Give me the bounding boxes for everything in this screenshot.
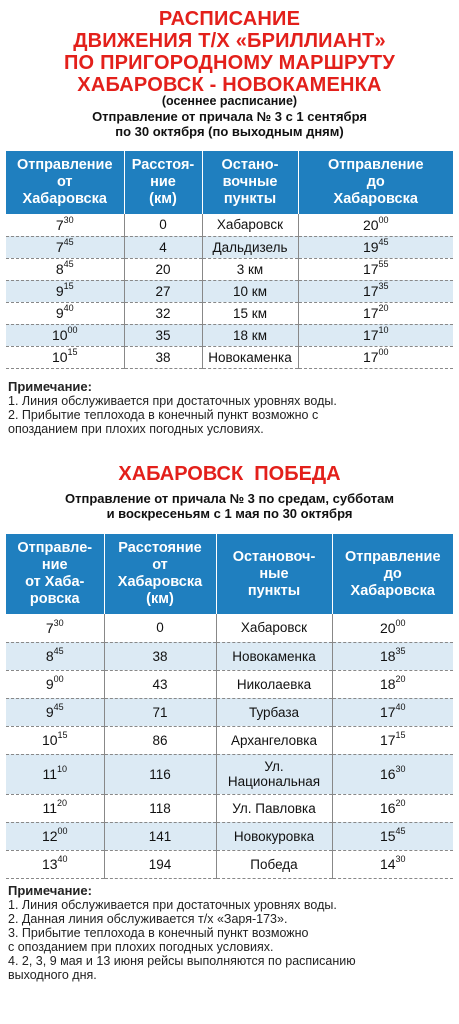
time-value: $9^{40}$ <box>55 303 74 321</box>
stop-cell: Новокаменка <box>202 346 298 368</box>
departure-time-cell <box>6 850 104 878</box>
section1-subtitle-3: по 30 октября (по выходным дням) <box>115 124 344 139</box>
departure-time-cell <box>6 822 104 850</box>
table-row <box>6 236 453 258</box>
distance-cell: 35 <box>124 324 202 346</box>
section1-subtitle-2: Отправление от причала № 3 с 1 сентября <box>92 109 367 124</box>
departure-time-cell <box>6 324 124 346</box>
time-value: $17^{20}$ <box>362 303 389 321</box>
section1-note-3: опозданием при плохих погодных условиях. <box>8 422 264 436</box>
distance-cell: 71 <box>104 698 216 726</box>
time-value: $9^{15}$ <box>55 281 74 299</box>
time-value: $13^{40}$ <box>41 854 68 872</box>
main-title <box>0 8 459 96</box>
return-time-cell <box>298 258 453 280</box>
time-value: $17^{15}$ <box>379 730 406 748</box>
table-row <box>6 822 453 850</box>
table-row <box>6 280 453 302</box>
stop-cell: Победа <box>216 850 332 878</box>
time-value: $17^{10}$ <box>362 325 389 343</box>
departure-time-cell <box>6 614 104 642</box>
table2-header-distance: Расстояние от Хабаровска (км) <box>104 534 216 614</box>
time-value: $11^{10}$ <box>42 764 68 782</box>
table-row <box>6 614 453 642</box>
time-value: $16^{20}$ <box>379 798 406 816</box>
section1-note-1: 1. Линия обслуживается при достаточных уровнях воды. <box>8 394 337 408</box>
departure-time-cell <box>6 794 104 822</box>
stop-cell: Турбаза <box>216 698 332 726</box>
time-value: $17^{40}$ <box>379 702 406 720</box>
distance-cell: 27 <box>124 280 202 302</box>
section1-note-head: Примечание: <box>8 379 92 394</box>
section2-note-5: 4. 2, 3, 9 мая и 13 июня рейсы выполняются по расписанию <box>8 954 356 968</box>
table-row <box>6 302 453 324</box>
stop-cell: Николаевка <box>216 670 332 698</box>
time-value: $14^{30}$ <box>379 854 406 872</box>
distance-cell: 20 <box>124 258 202 280</box>
table2-header-row <box>6 534 453 614</box>
stop-cell: Ул. Павловка <box>216 794 332 822</box>
return-time-cell <box>332 614 453 642</box>
return-time-cell <box>298 214 453 236</box>
table1-header-return: Отправление до Хабаровска <box>298 151 453 214</box>
return-time-cell <box>332 754 453 794</box>
table1-header-stops: Остано- вочные пункты <box>202 151 298 214</box>
return-time-cell <box>298 324 453 346</box>
stop-cell: Ул. Национальная <box>216 754 332 794</box>
departure-time-cell <box>6 346 124 368</box>
stop-cell: Дальдизель <box>202 236 298 258</box>
section2-note-3: 3. Прибытие теплохода в конечный пункт возможно <box>8 926 309 940</box>
section2-note-head: Примечание: <box>8 883 92 898</box>
title-line-1: РАСПИСАНИЕ <box>158 8 301 30</box>
table-row <box>6 670 453 698</box>
title-line-3: ПО ПРИГОРОДНОМУ МАРШРУТУ <box>63 52 395 74</box>
table1-header-departure: Отправление от Хабаровска <box>6 151 124 214</box>
return-time-cell <box>332 726 453 754</box>
return-time-cell <box>298 280 453 302</box>
return-time-cell <box>332 794 453 822</box>
return-time-cell <box>298 236 453 258</box>
departure-time-cell <box>6 302 124 324</box>
stop-cell: Хабаровск <box>216 614 332 642</box>
section2-note-4: с опозданием при плохих погодных условиях. <box>8 940 274 954</box>
stop-cell: Архангеловка <box>216 726 332 754</box>
distance-cell: 38 <box>124 346 202 368</box>
distance-cell: 32 <box>124 302 202 324</box>
time-value: $17^{35}$ <box>362 281 389 299</box>
return-time-cell <box>332 850 453 878</box>
table-row <box>6 726 453 754</box>
distance-cell: 86 <box>104 726 216 754</box>
table-row <box>6 642 453 670</box>
section2-notes <box>8 884 453 982</box>
time-value: $20^{00}$ <box>362 214 389 233</box>
stop-cell: Новокаменка <box>216 642 332 670</box>
time-value: $20^{00}$ <box>379 617 406 636</box>
table1-header-distance: Расстоя- ние (км) <box>124 151 202 214</box>
time-value: $11^{20}$ <box>42 798 68 816</box>
return-time-cell <box>332 698 453 726</box>
time-value: $17^{55}$ <box>362 259 389 277</box>
section2-note-1: 1. Линия обслуживается при достаточных уровнях воды. <box>8 898 337 912</box>
stop-cell: 3 км <box>202 258 298 280</box>
departure-time-cell <box>6 642 104 670</box>
section2-subtitles <box>0 491 459 521</box>
section1-note-2: 2. Прибытие теплохода в конечный пункт возможно с <box>8 408 319 422</box>
table-row <box>6 754 453 794</box>
departure-time-cell <box>6 726 104 754</box>
time-value: $17^{00}$ <box>362 347 389 365</box>
table-row <box>6 324 453 346</box>
table-row <box>6 258 453 280</box>
table2-header-departure: Отправле- ние от Хаба- ровска <box>6 534 104 614</box>
time-value: $10^{15}$ <box>41 730 68 748</box>
table-row <box>6 346 453 368</box>
departure-time-cell <box>6 754 104 794</box>
time-value: $10^{15}$ <box>51 347 78 365</box>
title-line-2: ДВИЖЕНИЯ Т/Х «БРИЛЛИАНТ» <box>73 30 386 52</box>
section1-notes <box>8 380 453 436</box>
time-value: $8^{45}$ <box>55 259 74 277</box>
distance-cell: 118 <box>104 794 216 822</box>
section1-subtitle-1: (осеннее расписание) <box>161 94 298 108</box>
return-time-cell <box>298 346 453 368</box>
table-row <box>6 698 453 726</box>
stop-cell: Новокуровка <box>216 822 332 850</box>
time-value: $7^{30}$ <box>55 214 74 233</box>
time-value: $18^{35}$ <box>379 646 406 664</box>
time-value: $10^{00}$ <box>51 325 78 343</box>
distance-cell: 4 <box>124 236 202 258</box>
departure-time-cell <box>6 214 124 236</box>
time-value: $9^{45}$ <box>45 702 64 720</box>
schedule-table-2 <box>6 534 453 879</box>
time-value: $8^{45}$ <box>45 646 64 664</box>
title-line-4: ХАБАРОВСК - НОВОКАМЕНКА <box>77 74 382 96</box>
time-value: $19^{45}$ <box>362 237 389 255</box>
departure-time-cell <box>6 280 124 302</box>
return-time-cell <box>332 822 453 850</box>
time-value: $7^{30}$ <box>45 617 64 636</box>
departure-time-cell <box>6 698 104 726</box>
distance-cell: 0 <box>104 614 216 642</box>
time-value: $15^{45}$ <box>379 826 406 844</box>
stop-cell: 10 км <box>202 280 298 302</box>
stop-cell: Хабаровск <box>202 214 298 236</box>
section1-subtitles <box>0 94 459 139</box>
section2-note-6: выходного дня. <box>8 968 97 982</box>
time-value: $7^{45}$ <box>55 237 74 255</box>
distance-cell: 194 <box>104 850 216 878</box>
time-value: $9^{00}$ <box>45 674 64 692</box>
return-time-cell <box>332 642 453 670</box>
section2-title: ХАБАРОВСК ПОБЕДА <box>118 463 341 485</box>
departure-time-cell <box>6 670 104 698</box>
departure-time-cell <box>6 258 124 280</box>
time-value: $16^{30}$ <box>379 764 406 782</box>
return-time-cell <box>298 302 453 324</box>
time-value: $18^{20}$ <box>379 674 406 692</box>
table-row <box>6 794 453 822</box>
stop-cell: 18 км <box>202 324 298 346</box>
table2-header-stops: Остановоч- ные пункты <box>216 534 332 614</box>
section2-note-2: 2. Данная линия обслуживается т/х «Заря-173». <box>8 912 288 926</box>
stop-cell: 15 км <box>202 302 298 324</box>
return-time-cell <box>332 670 453 698</box>
section2-subtitle-2: и воскресеньям с 1 мая по 30 октября <box>106 506 353 521</box>
section2-subtitle-1: Отправление от причала № 3 по средам, субботам <box>64 491 394 506</box>
distance-cell: 0 <box>124 214 202 236</box>
table-row <box>6 214 453 236</box>
departure-time-cell <box>6 236 124 258</box>
table-row <box>6 850 453 878</box>
distance-cell: 141 <box>104 822 216 850</box>
table2-header-return: Отправление до Хабаровска <box>332 534 453 614</box>
schedule-table-1 <box>6 151 453 369</box>
time-value: $12^{00}$ <box>41 826 68 844</box>
table1-header-row <box>6 151 453 214</box>
distance-cell: 38 <box>104 642 216 670</box>
distance-cell: 116 <box>104 754 216 794</box>
distance-cell: 43 <box>104 670 216 698</box>
